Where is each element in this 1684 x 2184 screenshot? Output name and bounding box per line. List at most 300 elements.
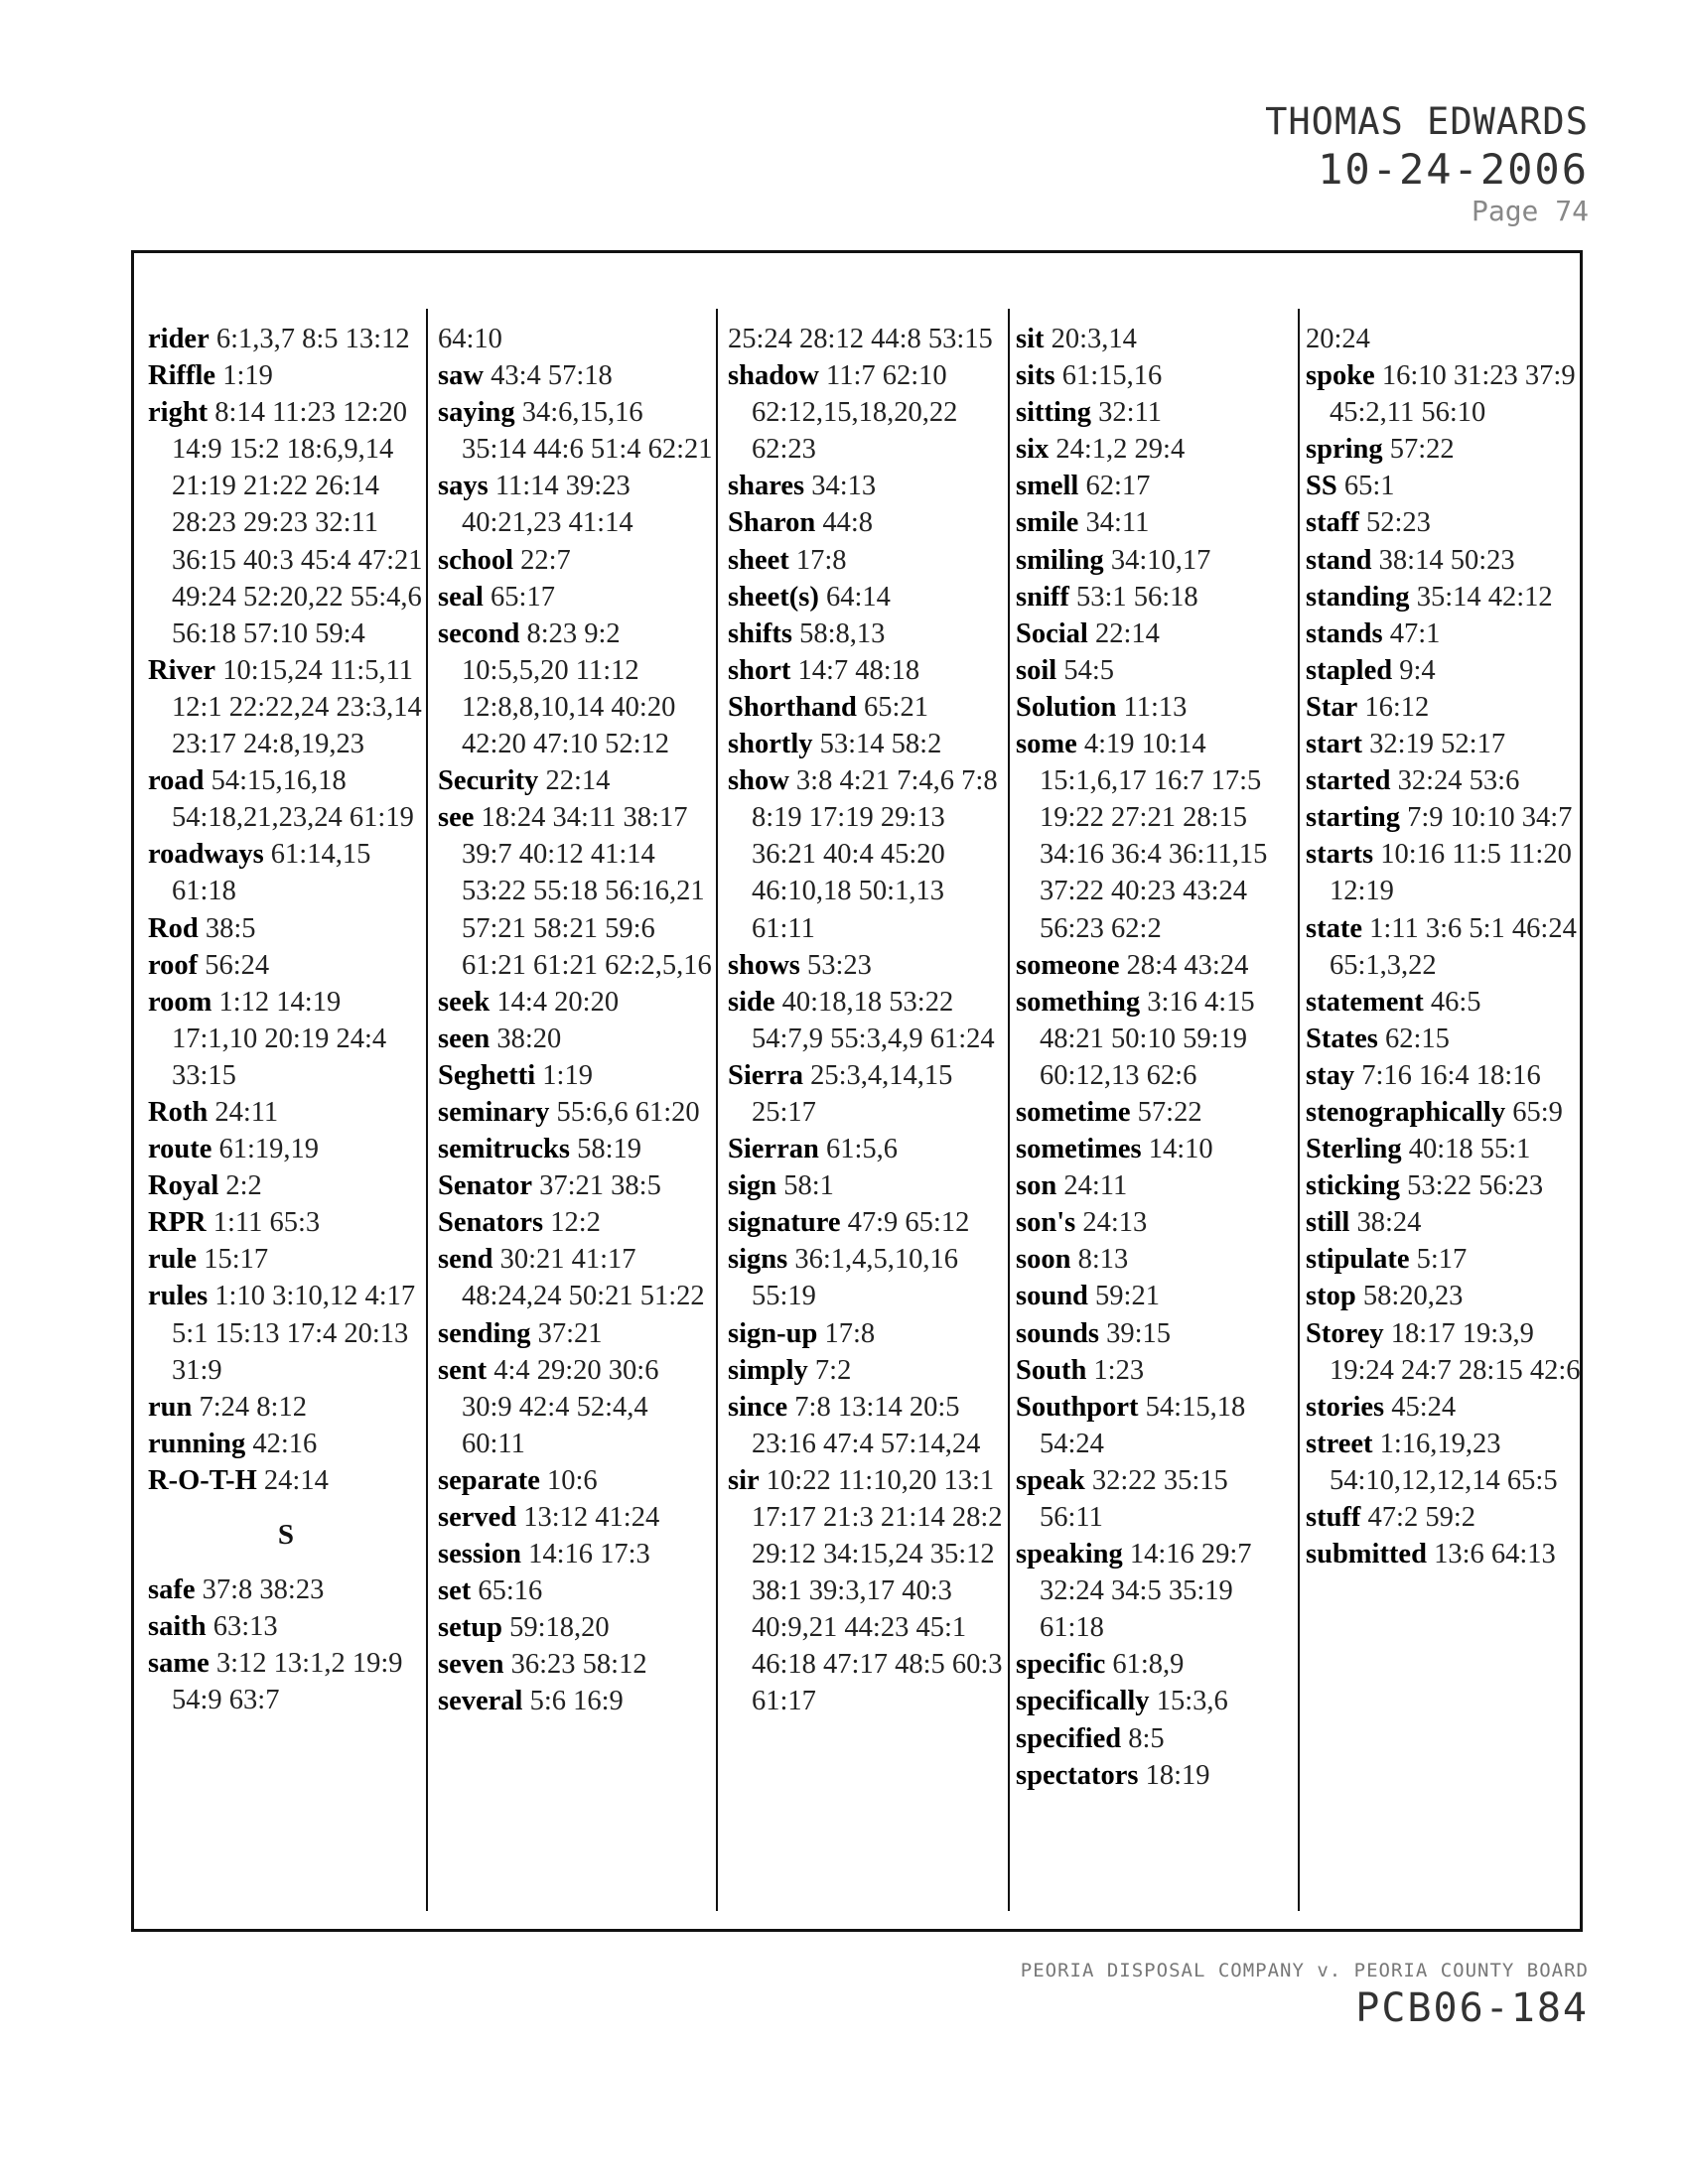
deposition-date: 10-24-2006: [1318, 145, 1589, 194]
index-word: started: [1306, 765, 1391, 797]
index-entry: [1016, 542, 1292, 579]
index-word: Seghetti: [438, 1059, 536, 1091]
index-word: States: [1306, 1023, 1378, 1054]
index-word: Sterling: [1306, 1134, 1402, 1165]
index-entry: [728, 579, 1004, 615]
index-word: room: [148, 986, 212, 1018]
page-line-references: 56:24: [205, 949, 270, 981]
index-word: shares: [728, 471, 805, 502]
page-line-references: 47:2 59:2: [1367, 1502, 1476, 1533]
index-entry: [1306, 1204, 1582, 1241]
index-word: smiling: [1016, 544, 1104, 576]
index-word: Shorthand: [728, 691, 857, 723]
index-entry: [438, 321, 714, 357]
page-line-references: 7:16 16:4 18:16: [1361, 1059, 1541, 1091]
index-entry: [1306, 1241, 1582, 1278]
page-line-references: 38:24: [1356, 1207, 1422, 1239]
index-entry: [438, 394, 714, 468]
index-entry: [1016, 1757, 1292, 1794]
index-word: SS: [1306, 471, 1337, 502]
case-title: PEORIA DISPOSAL COMPANY v. PEORIA COUNTY BOARD: [1020, 1960, 1589, 1981]
index-entry: [438, 1499, 714, 1536]
index-entry: [1016, 947, 1292, 984]
index-frame: [131, 250, 1583, 1932]
index-entry: [438, 1646, 714, 1683]
index-entry: [438, 542, 714, 579]
index-word: someone: [1016, 949, 1120, 981]
index-entry: [1306, 1426, 1582, 1499]
index-entry: [148, 984, 424, 1094]
page-line-references: 12:2: [550, 1207, 601, 1239]
page-line-references: 62:17: [1085, 471, 1151, 502]
page-line-references: 38:14 50:23: [1378, 544, 1515, 576]
page-line-references: 38:5: [205, 912, 256, 944]
page-line-references: 22:14: [545, 765, 611, 797]
index-entry: [438, 1241, 714, 1314]
page-line-references: 36:23 58:12: [510, 1649, 647, 1681]
index-word: sheet: [728, 544, 789, 576]
witness-name: THOMAS EDWARDS: [1265, 100, 1589, 143]
index-entry: [1306, 836, 1582, 909]
index-word: Southport: [1016, 1391, 1139, 1423]
page-number: Page 74: [1471, 195, 1589, 227]
index-entry: [148, 1608, 424, 1645]
page-line-references: 54:15,16,18 54:18,21,23,24 61:19: [172, 765, 414, 834]
index-word: seminary: [438, 1096, 550, 1128]
index-word: running: [148, 1428, 246, 1459]
page-line-references: 4:4 29:20 30:6 30:9 42:4 52:4,4 60:11: [462, 1354, 659, 1459]
index-entry: [1306, 357, 1582, 431]
page-line-references: 57:22: [1137, 1096, 1202, 1128]
index-word: sounds: [1016, 1317, 1099, 1349]
index-entry: [1306, 1536, 1582, 1572]
index-entry: [148, 1389, 424, 1426]
index-word: six: [1016, 434, 1050, 466]
page-line-references: 58:1: [783, 1170, 834, 1202]
index-entry: [1016, 726, 1292, 947]
page-line-references: 47:9 65:12: [847, 1207, 970, 1239]
page-line-references: 18:24 34:11 38:17 39:7 40:12 41:14 53:22 55:18 56:16,21 57:21 58:21 59:6 61:21 61:21 62:2,5,16: [462, 802, 712, 981]
index-entry: [148, 652, 424, 762]
index-entry: [1016, 1536, 1292, 1646]
page-line-references: 3:12 13:1,2 19:9 54:9 63:7: [172, 1648, 403, 1716]
index-word: specific: [1016, 1649, 1106, 1681]
index-word: seek: [438, 986, 491, 1018]
index-word: some: [1016, 729, 1077, 760]
page-line-references: 8:14 11:23 12:20 14:9 15:2 18:6,9,14 21:19 21:22 26:14 28:23 29:23 32:11 36:15 40:3 45:4 47:21 49:24 52:20,22 55:4,6 56:18 57:10 59:4: [172, 397, 423, 649]
index-word: road: [148, 765, 205, 797]
index-entry: [148, 357, 424, 394]
page-line-references: 65:1: [1343, 471, 1395, 502]
index-word: smell: [1016, 471, 1079, 502]
page-line-references: 1:10 3:10,12 4:17 5:1 15:13 17:4 20:13 31:9: [172, 1281, 416, 1386]
index-word: Riffle: [148, 360, 216, 392]
index-word: sign-up: [728, 1317, 818, 1349]
index-word: stories: [1306, 1391, 1385, 1423]
index-word: short: [728, 654, 791, 686]
page-line-references: 5:17: [1416, 1244, 1468, 1276]
index-entry: [1016, 1315, 1292, 1352]
index-word: saith: [148, 1611, 207, 1643]
page-line-references: 7:2: [814, 1354, 852, 1386]
index-entry: [1016, 1352, 1292, 1389]
case-number: PCB06-184: [1355, 1985, 1589, 2031]
index-word: stay: [1306, 1059, 1355, 1091]
index-word: shadow: [728, 360, 819, 392]
index-entry: [1306, 504, 1582, 541]
page-line-references: 24:1,2 29:4: [1055, 434, 1186, 466]
page-line-references: 17:8: [824, 1317, 876, 1349]
page-line-references: 53:22 56:23: [1407, 1170, 1544, 1202]
index-entry: [1016, 1683, 1292, 1719]
page-line-references: 17:8: [795, 544, 847, 576]
index-entry: [148, 1241, 424, 1278]
index-word: saying: [438, 397, 515, 429]
page-line-references: 1:11 65:3: [212, 1207, 321, 1239]
page-line-references: 16:12: [1364, 691, 1430, 723]
index-entry: [1306, 799, 1582, 836]
index-entry: [728, 652, 1004, 689]
index-entry: [1306, 984, 1582, 1021]
index-entry: [728, 1057, 1004, 1131]
index-word: Solution: [1016, 691, 1117, 723]
page-line-references: 24:13: [1082, 1207, 1148, 1239]
index-entry: [1016, 615, 1292, 652]
index-word: see: [438, 802, 475, 834]
index-entry: [148, 910, 424, 947]
page-line-references: 15:3,6: [1156, 1686, 1228, 1717]
index-entry: [728, 615, 1004, 652]
index-word: sticking: [1306, 1170, 1401, 1202]
index-word: sent: [438, 1354, 488, 1386]
index-entry: [148, 947, 424, 984]
index-column-1: [148, 321, 424, 1718]
index-entry: [148, 1131, 424, 1167]
index-word: staff: [1306, 507, 1359, 539]
index-word: several: [438, 1686, 523, 1717]
index-column-4: [1016, 321, 1292, 1794]
index-word: sound: [1016, 1281, 1088, 1312]
index-entry: [438, 1536, 714, 1572]
page-line-references: 54:15,18 54:24: [1040, 1391, 1246, 1459]
index-word: stand: [1306, 544, 1372, 576]
page-line-references: 34:13: [811, 471, 877, 502]
page-line-references: 64:14: [825, 581, 891, 613]
page-line-references: 44:8: [822, 507, 873, 539]
index-word: state: [1306, 912, 1362, 944]
index-word: safe: [148, 1574, 196, 1606]
index-entry: [1306, 1094, 1582, 1131]
index-entry: [1016, 1278, 1292, 1314]
page-line-references: 1:23: [1093, 1354, 1145, 1386]
page-line-references: 53:1 56:18: [1075, 581, 1198, 613]
page-line-references: 3:16 4:15 48:21 50:10 59:19 60:12,13 62:6: [1040, 986, 1255, 1091]
index-word: stop: [1306, 1281, 1356, 1312]
index-word: spoke: [1306, 360, 1375, 392]
page-line-references: 40:18,18 53:22 54:7,9 55:3,4,9 61:24: [752, 986, 995, 1054]
index-word: RPR: [148, 1207, 207, 1239]
index-word: submitted: [1306, 1539, 1427, 1570]
index-word: run: [148, 1391, 193, 1423]
index-entry: [438, 1167, 714, 1204]
index-entry: [1306, 689, 1582, 726]
index-word: send: [438, 1244, 493, 1276]
page-line-references: 65:9: [1512, 1096, 1563, 1128]
index-entry: [1306, 1499, 1582, 1536]
index-entry: [1016, 1204, 1292, 1241]
index-entry: [148, 1462, 424, 1499]
page-line-references: 25:24 28:12 44:8 53:15: [728, 324, 993, 354]
page-line-references: 8:5: [1128, 1722, 1165, 1754]
index-word: second: [438, 617, 520, 649]
index-word: speak: [1016, 1464, 1085, 1496]
page-line-references: 59:21: [1095, 1281, 1160, 1312]
page-line-references: 58:19: [577, 1134, 642, 1165]
index-entry: [438, 468, 714, 541]
index-column-3: [728, 321, 1004, 1720]
index-entry: [1306, 1131, 1582, 1167]
index-word: sometimes: [1016, 1134, 1142, 1165]
index-word: sending: [438, 1317, 531, 1349]
index-entry: [1306, 652, 1582, 689]
page-line-references: 11:13: [1123, 691, 1188, 723]
index-entry: [1016, 1094, 1292, 1131]
index-entry: [438, 984, 714, 1021]
index-entry: [728, 1167, 1004, 1204]
page-line-references: 65:21: [864, 691, 928, 723]
index-entry: [728, 542, 1004, 579]
page-line-references: 22:7: [520, 544, 571, 576]
column-divider: [1298, 309, 1300, 1911]
page-line-references: 53:14 58:2: [819, 729, 942, 760]
index-entry: [1016, 1646, 1292, 1683]
index-word: rule: [148, 1244, 198, 1276]
page-line-references: 1:11 3:6 5:1 46:24 65:1,3,22: [1330, 912, 1577, 981]
page-line-references: 18:17 19:3,9 19:24 24:7 28:15 42:6: [1330, 1317, 1581, 1386]
index-word: River: [148, 654, 216, 686]
page-line-references: 28:4 43:24: [1126, 949, 1249, 981]
page-line-references: 59:18,20: [509, 1612, 610, 1644]
index-entry: [728, 984, 1004, 1057]
index-word: simply: [728, 1354, 808, 1386]
index-entry: [1016, 579, 1292, 615]
index-entry: [438, 615, 714, 762]
page-line-references: 43:4 57:18: [491, 360, 613, 392]
page-line-references: 32:19 52:17: [1369, 729, 1506, 760]
index-word: spring: [1306, 434, 1383, 466]
index-entry: [1016, 468, 1292, 504]
index-entry: [438, 1572, 714, 1609]
index-word: Rod: [148, 912, 199, 944]
page-line-references: 61:8,9: [1112, 1649, 1185, 1681]
column-divider: [716, 309, 718, 1911]
page-line-references: 55:6,6 61:20: [556, 1096, 700, 1128]
index-word: sir: [728, 1464, 760, 1496]
page-line-references: 24:11: [214, 1096, 279, 1128]
index-word: since: [728, 1391, 788, 1423]
index-word: Senator: [438, 1170, 532, 1202]
index-word: starting: [1306, 802, 1400, 834]
index-entry: [728, 321, 1004, 357]
index-entry: [1016, 504, 1292, 541]
page-line-references: 63:13: [212, 1611, 278, 1643]
index-word: Sierra: [728, 1059, 803, 1091]
index-word: smile: [1016, 507, 1079, 539]
page-line-references: 42:16: [252, 1428, 318, 1459]
section-letter: S: [277, 1519, 295, 1551]
index-word: sign: [728, 1170, 777, 1202]
index-entry: [438, 1609, 714, 1646]
index-word: Royal: [148, 1170, 219, 1202]
page-line-references: 14:16 17:3: [528, 1539, 650, 1570]
page-line-references: 1:19: [222, 360, 273, 392]
index-word: served: [438, 1502, 517, 1533]
page-line-references: 47:1: [1389, 617, 1441, 649]
index-word: Sierran: [728, 1134, 819, 1165]
index-word: sometime: [1016, 1096, 1131, 1128]
index-entry: [728, 1352, 1004, 1389]
index-entry: [728, 762, 1004, 946]
index-word: seven: [438, 1649, 504, 1681]
index-word: shortly: [728, 729, 813, 760]
index-word: separate: [438, 1464, 540, 1496]
index-entry: [1306, 542, 1582, 579]
page-line-references: 61:19,19: [218, 1134, 320, 1165]
index-entry: [1016, 394, 1292, 431]
page-line-references: 32:24 53:6: [1397, 765, 1520, 797]
index-entry: [438, 1352, 714, 1462]
index-word: specified: [1016, 1722, 1122, 1754]
index-word: set: [438, 1575, 472, 1607]
page-line-references: 38:20: [496, 1023, 562, 1054]
page-line-references: 32:11: [1098, 397, 1163, 429]
index-word: soon: [1016, 1244, 1071, 1276]
index-entry: [728, 689, 1004, 726]
index-entry: [1306, 1389, 1582, 1426]
page-line-references: 34:6,15,16 35:14 44:6 51:4 62:21: [462, 397, 713, 466]
page-line-references: 14:4 20:20: [496, 986, 620, 1018]
index-entry: [148, 1094, 424, 1131]
index-word: spectators: [1016, 1759, 1139, 1791]
index-column-5: [1306, 321, 1582, 1572]
page-line-references: 54:5: [1063, 654, 1114, 686]
index-word: semitrucks: [438, 1134, 570, 1165]
index-word: roof: [148, 949, 199, 981]
index-word: side: [728, 986, 775, 1018]
index-entry: [148, 1204, 424, 1241]
index-entry: [728, 1462, 1004, 1720]
index-word: sitting: [1016, 397, 1092, 429]
page-line-references: 9:4: [1399, 654, 1436, 686]
index-word: signs: [728, 1244, 788, 1276]
page-line-references: 11:14 39:23 40:21,23 41:14: [462, 471, 633, 539]
index-entry: [148, 1426, 424, 1462]
page-line-references: 39:15: [1106, 1317, 1172, 1349]
page-line-references: 10:15,24 11:5,11 12:1 22:22,24 23:3,14 23:17 24:8,19,23: [172, 654, 422, 760]
index-entry: [1016, 984, 1292, 1094]
index-word: sheet(s): [728, 581, 819, 613]
index-word: seal: [438, 581, 484, 613]
index-entry: [728, 1315, 1004, 1352]
page-line-references: 20:24: [1306, 324, 1370, 354]
page-line-references: 37:8 38:23: [202, 1574, 325, 1606]
page-footer: [1021, 1958, 1589, 2033]
index-entry: [1016, 1131, 1292, 1167]
index-entry: [1306, 762, 1582, 799]
index-entry: [438, 1204, 714, 1241]
index-word: sits: [1016, 360, 1055, 392]
page-line-references: 58:20,23: [1362, 1281, 1464, 1312]
index-word: show: [728, 765, 789, 797]
index-word: street: [1306, 1428, 1373, 1459]
index-entry: [1016, 357, 1292, 394]
page-line-references: 13:12 41:24: [523, 1502, 660, 1533]
index-entry: [148, 1167, 424, 1204]
index-entry: [728, 1241, 1004, 1314]
index-entry: [1306, 910, 1582, 984]
page-line-references: 6:1,3,7 8:5 13:12: [215, 324, 410, 354]
index-word: signature: [728, 1207, 841, 1239]
page-line-references: 8:13: [1077, 1244, 1129, 1276]
page-line-references: 57:22: [1389, 434, 1455, 466]
index-word: saw: [438, 360, 484, 392]
index-entry: [728, 1204, 1004, 1241]
page-line-references: 8:23 9:2 10:5,5,20 11:12 12:8,8,10,14 40:20 42:20 47:10 52:12: [462, 617, 676, 760]
page-line-references: 10:6: [547, 1464, 598, 1496]
index-word: Storey: [1306, 1317, 1384, 1349]
page-line-references: 5:6 16:9: [529, 1686, 624, 1717]
index-entry: [1016, 1462, 1292, 1536]
column-divider: [1008, 309, 1010, 1911]
index-entry: [728, 1131, 1004, 1167]
index-entry: [438, 762, 714, 799]
page-line-references: 3:8 4:21 7:4,6 7:8 8:19 17:19 29:13 36:21 40:4 45:20 46:10,18 50:1,13 61:11: [752, 765, 998, 944]
index-word: something: [1016, 986, 1141, 1018]
index-word: stipulate: [1306, 1244, 1410, 1276]
index-word: son: [1016, 1170, 1057, 1202]
index-entry: [1306, 1057, 1582, 1094]
index-word: R-O-T-H: [148, 1464, 257, 1496]
page-line-references: 14:10: [1148, 1134, 1213, 1165]
page-line-references: 64:10: [438, 324, 502, 354]
index-entry: [728, 468, 1004, 504]
page-line-references: 24:14: [263, 1464, 329, 1496]
index-entry: [728, 357, 1004, 468]
page-line-references: 11:7 62:10 62:12,15,18,20,22 62:23: [752, 360, 958, 466]
index-word: route: [148, 1134, 212, 1165]
index-entry: [438, 579, 714, 615]
index-word: shows: [728, 949, 800, 981]
index-word: right: [148, 397, 209, 429]
index-word: still: [1306, 1207, 1350, 1239]
page-line-references: 24:11: [1063, 1170, 1128, 1202]
page-line-references: 40:18 55:1: [1408, 1134, 1531, 1165]
page-line-references: 1:16,19,23 54:10,12,12,14 65:5: [1330, 1428, 1558, 1496]
page-line-references: 58:8,13: [799, 617, 886, 649]
page-line-references: 61:14,15 61:18: [172, 839, 371, 907]
page-line-references: 7:24 8:12: [199, 1391, 307, 1423]
index-entry: [1016, 1167, 1292, 1204]
index-entry: [148, 321, 424, 357]
index-entry: [1016, 1389, 1292, 1462]
index-word: stands: [1306, 617, 1383, 649]
index-word: son's: [1016, 1207, 1076, 1239]
index-entry: [1016, 1720, 1292, 1757]
page-line-references: 45:24: [1391, 1391, 1457, 1423]
index-entry: [1306, 1167, 1582, 1204]
index-entry: [1306, 468, 1582, 504]
index-entry: [1306, 1315, 1582, 1389]
